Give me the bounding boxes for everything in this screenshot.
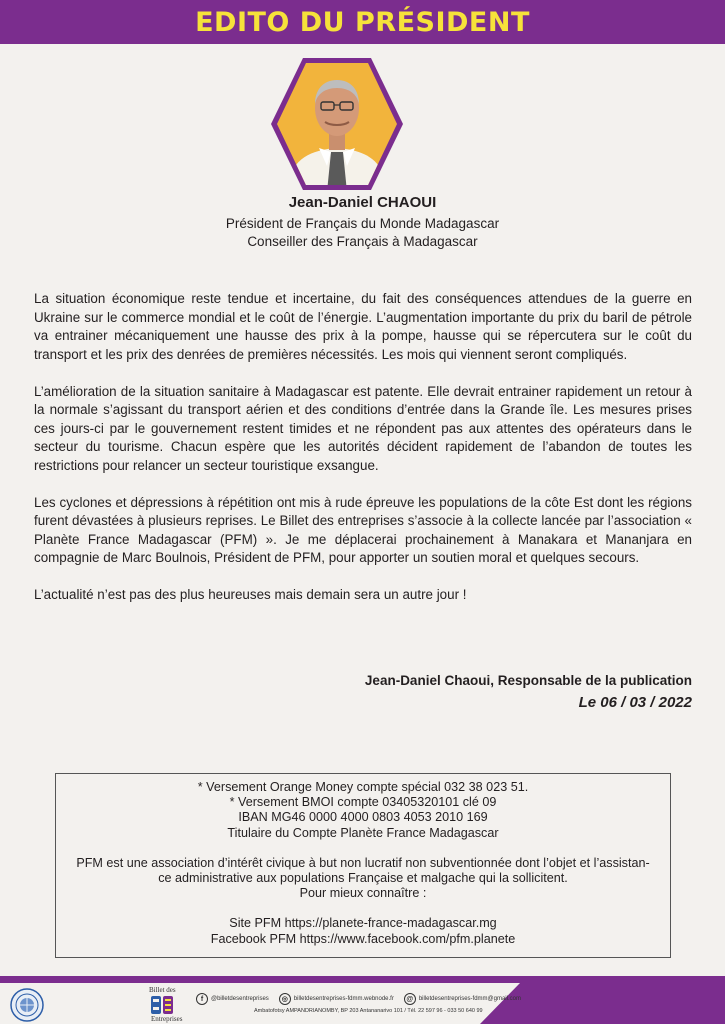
- info-line: Site PFM https://planete-france-madagascar.mg: [229, 916, 497, 931]
- paragraph: L’actualité n’est pas des plus heureuses mais demain sera un autre jour !: [34, 587, 467, 602]
- paragraph: Les cyclones et dépressions à répétition ont mis à rude épreuve les populations de la côte Est dont les régions furent dévastées à plusieurs reprises. Le Billet des entreprises s’associe à la collecte lancée par l’association « Planète France Madagascar (PFM) ». Je me déplacerai prochainement à Manakara et Mananjara en compagnie de Marc Boulnois, Président de PFM, pour apporter un soutien moral et quelques secours.: [34, 494, 692, 565]
- billet-mark-icon: [150, 995, 174, 1015]
- donation-info-box: [55, 773, 671, 958]
- billet-logo: [146, 986, 186, 1024]
- page-title: EDITO DU PRÉSIDENT: [195, 6, 530, 38]
- spacer: [56, 901, 670, 916]
- header-band: [0, 0, 725, 44]
- email-address: billetdesentreprises-fdmm@gmail.com: [418, 996, 521, 1002]
- info-line: ce administrative aux populations Française et malgache qui la sollicitent.: [158, 871, 568, 886]
- footer-address: Ambatofotsy AMPANDRIANOMBY, BP 203 Antananarivo 101 / Tél. 22 597 96 - 033 50 640 99: [254, 1008, 483, 1014]
- info-line: * Versement Orange Money compte spécial 032 38 023 51.: [197, 780, 529, 794]
- info-line: PFM est une association d’intérêt civique à but non lucratif non subventionnée dont l’objet et l’assistan-: [76, 855, 650, 870]
- spacer: [56, 841, 670, 856]
- email-icon: @: [404, 993, 416, 1005]
- info-line: Pour mieux connaître :: [299, 886, 427, 901]
- billet-logo-top: Billet des: [149, 986, 176, 994]
- info-line: Facebook PFM https://www.facebook.com/pfm.planete: [210, 931, 516, 946]
- signature-line: Jean-Daniel Chaoui, Responsable de la publication: [364, 673, 692, 688]
- author-role-secondary: Conseiller des Français à Madagascar: [247, 234, 478, 249]
- billet-logo-bottom: Entreprises: [151, 1015, 183, 1023]
- info-line: IBAN MG46 0000 4000 0803 4053 2010 169: [238, 810, 488, 825]
- publication-date: Le 06 / 03 / 2022: [578, 694, 692, 711]
- facebook-contact[interactable]: [196, 993, 269, 1005]
- paragraph: La situation économique reste tendue et incertaine, du fait des conséquences attendues de la guerre en Ukraine sur le commerce mondial et le coût de l’énergie. L’augmentation importante du prix du baril de pétrole va entrainer mécaniquement une hausse des prix à la pompe, hausse qui se répercutera sur le coût du transport et les prix des denrées de premières nécessités. Les mois qui viennent seront compliqués.: [34, 291, 692, 362]
- info-line: * Versement BMOI compte 03405320101 clé 09: [229, 795, 497, 810]
- author-role-primary: Président de Français du Monde Madagascar: [225, 216, 500, 231]
- globe-icon: ◎: [279, 993, 291, 1005]
- paragraph: L’amélioration de la situation sanitaire à Madagascar est patente. Elle devrait entrainer rapidement un retour à la normale s’agissant du transport aérien et des conditions d’entrée dans la Grande île. Les mesures prises ces jours-ci par le gouvernement restent timides et ne répondent pas aux attentes des opérateurs dans le secteur du tourisme. Chacun espère que les autorités décident rapidement de l’abandon de toutes les restrictions pour relancer un secteur touristique exsangue.: [34, 383, 692, 473]
- author-name: Jean-Daniel CHAOUI: [288, 194, 437, 211]
- website-contact[interactable]: [279, 993, 394, 1005]
- editorial-body: [34, 290, 692, 623]
- president-portrait: [269, 56, 405, 192]
- footer-contacts: [196, 992, 531, 1006]
- info-line: Titulaire du Compte Planète France Madagascar: [227, 825, 499, 840]
- facebook-icon: f: [196, 993, 208, 1005]
- website-url: billetdesentreprises-fdmm.webnode.fr: [293, 996, 394, 1002]
- facebook-handle: @billetdesentreprises: [211, 996, 269, 1002]
- imf-seal-icon: [10, 988, 44, 1022]
- email-contact[interactable]: [404, 993, 521, 1005]
